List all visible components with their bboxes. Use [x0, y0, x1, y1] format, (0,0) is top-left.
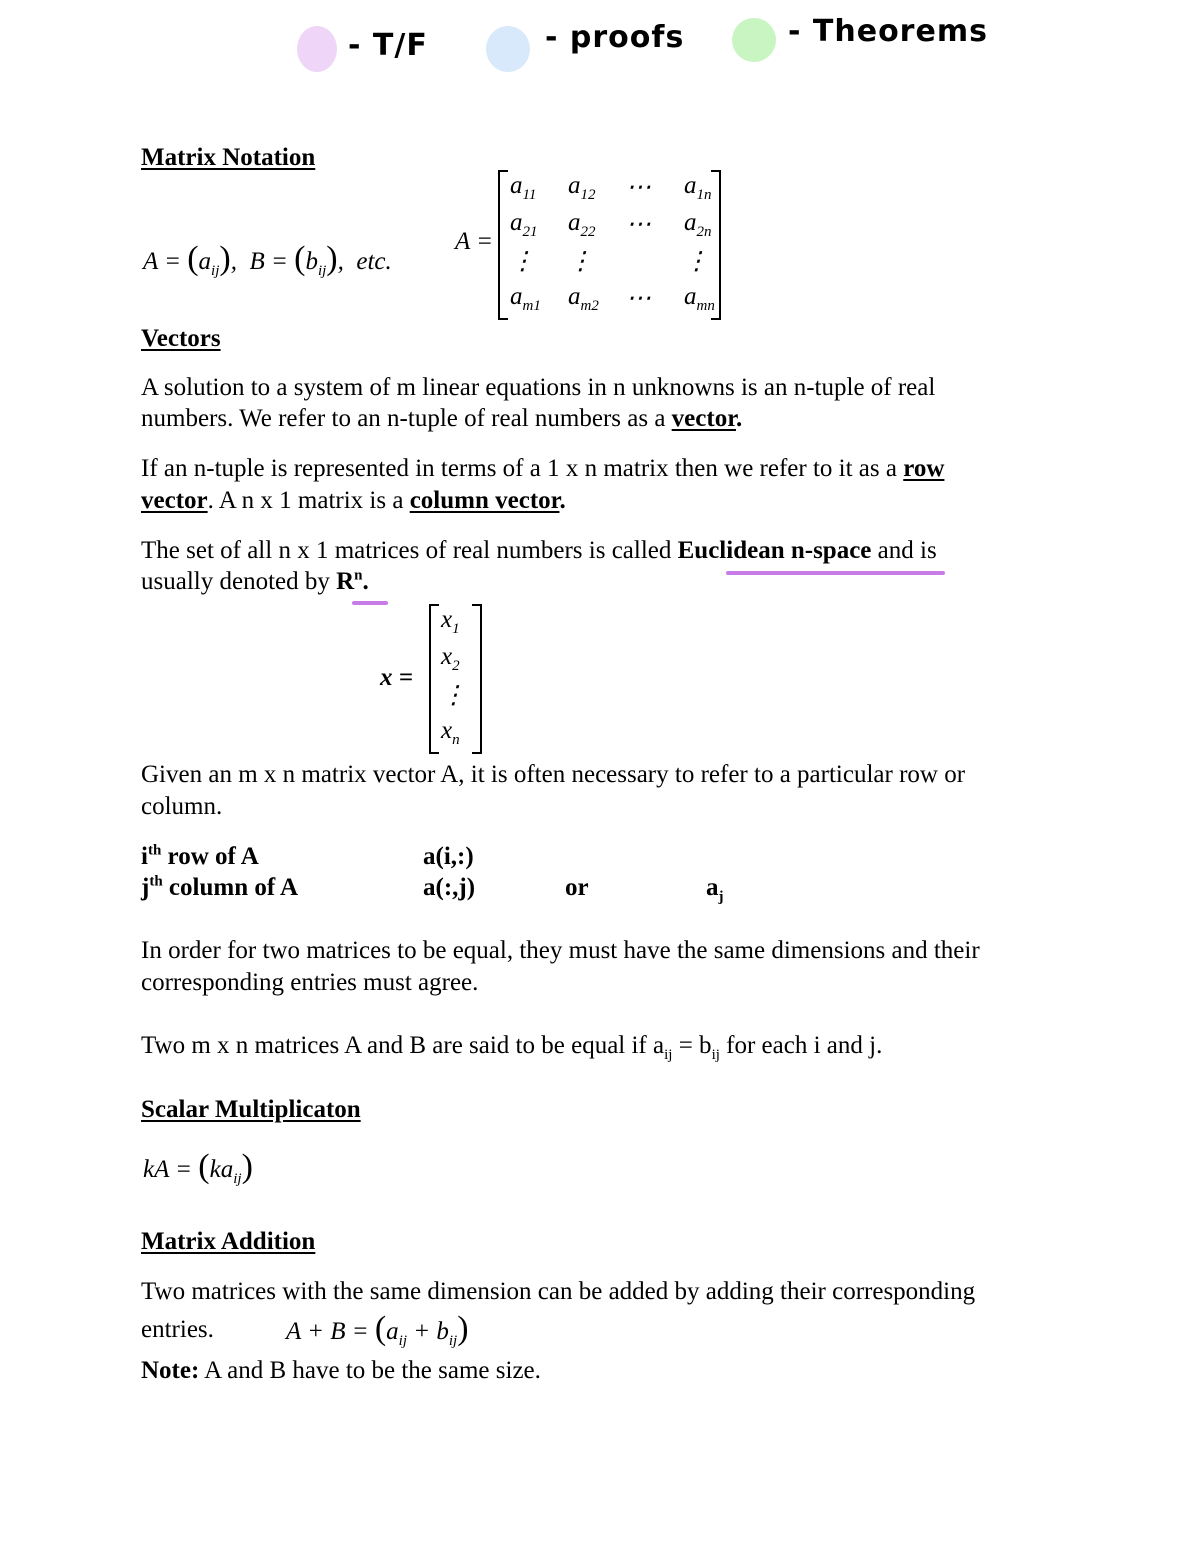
matrix-entry: ⋮ — [684, 248, 709, 275]
aj-notation: $a_j$ — [706, 874, 724, 905]
row-notation: a(i,:) — [423, 843, 474, 870]
tf-legend-label: - T/F — [348, 28, 428, 63]
proofs-color-dot — [486, 26, 530, 72]
matrix-entry: $a_{m2}$ — [568, 283, 599, 314]
matrix-entry: $a_{mn}$ — [684, 283, 715, 314]
euclidean-term: Euclidean n-space — [677, 537, 872, 564]
addition-formula: $A + B = (a_{ij} + b_{ij})$ — [286, 1310, 469, 1349]
matrix-entry: ⋮ — [510, 248, 535, 275]
vectors-para-1-line-1: A solution to a system of m linear equations in n unknowns is an n-tuple of real — [141, 374, 936, 401]
scalar-formula: kA = $(ka_{ij})$ — [143, 1148, 253, 1187]
vectors-para-1-line-2: numbers. We refer to an n-tuple of real numbers as a vector. — [141, 405, 743, 432]
x-right-bracket — [472, 604, 482, 754]
matrix-entry: $a_{1n}$ — [684, 172, 712, 203]
vectors-para-4-line-1: Given an m x n matrix vector A, it is often necessary to refer to a particular row or — [141, 761, 966, 788]
scalar-heading: Scalar Multiplicaton — [141, 1096, 361, 1123]
addition-para-line-2: entries. — [141, 1316, 214, 1343]
addition-heading: Matrix Addition — [141, 1228, 316, 1255]
matrix-entry: $a_{m1}$ — [510, 283, 541, 314]
matrix-entry: $a_{11}$ — [510, 172, 537, 203]
vectors-heading: Vectors — [141, 325, 221, 352]
column-of-a-label: $j^{th}$ column of A — [141, 873, 299, 901]
vectors-para-3-line-1: The set of all n x 1 matrices of real numbers is called Euclidean n-space and is — [141, 537, 937, 564]
vectors-para-3-line-2: usually denoted by $R^n$. — [141, 567, 369, 595]
addition-note: Note: A and B have to be the same size. — [141, 1357, 541, 1384]
x-vector-entry: $x_2$ — [441, 643, 460, 674]
matrix-entry: ⋮ — [568, 248, 593, 275]
vectors-para-4-line-2: column. — [141, 793, 223, 820]
tf-color-dot — [297, 26, 337, 72]
rn-highlight-underline — [352, 601, 388, 605]
rn-term: $R^n$ — [336, 567, 363, 595]
row-of-a-label: $i^{th}$ row of A — [141, 842, 259, 870]
vectors-para-2-line-1: If an n-tuple is represented in terms of a 1 x n matrix then we refer to it as a row — [141, 455, 945, 482]
matrix-entry: $a_{21}$ — [510, 209, 538, 240]
matrix-entry: ⋯ — [626, 285, 651, 312]
equality-para-1-line-2: corresponding entries must agree. — [141, 969, 479, 996]
theorems-color-dot — [732, 18, 776, 62]
matrix-entry: ⋯ — [626, 211, 651, 238]
x-vector-entry: $x_1$ — [441, 606, 460, 637]
row-vector-term: row — [903, 455, 945, 482]
column-vector-term: column vector — [409, 487, 560, 514]
matrix-entry: $a_{2n}$ — [684, 209, 712, 240]
euclidean-highlight-underline — [726, 571, 945, 575]
x-vector-entry: ⋮ — [441, 682, 466, 709]
or-text: or — [565, 874, 589, 901]
matrix-label: A = — [455, 228, 493, 255]
column-notation: a(:,j) — [423, 874, 476, 901]
equality-para-1-line-1: In order for two matrices to be equal, they must have the same dimensions and their — [141, 937, 980, 964]
matrix-left-bracket — [498, 170, 508, 320]
addition-para-line-1: Two matrices with the same dimension can be added by adding their corresponding — [141, 1278, 976, 1305]
inline-notation: $A = (a_{ij})$, $B = (b_{ij})$, etc. — [143, 240, 392, 279]
x-left-bracket — [429, 604, 439, 754]
vectors-para-2-line-2: vector. A n x 1 matrix is a column vector. — [141, 487, 566, 514]
equality-para-2: Two m x n matrices A and B are said to be equal if $a_{ij} = b_{ij}$ for each i and j. — [141, 1032, 883, 1063]
proofs-legend-label: - proofs — [545, 20, 685, 55]
x-vector-label: x = — [380, 664, 413, 691]
vector-term: vector — [671, 405, 736, 432]
theorems-legend-label: - Theorems — [788, 14, 988, 49]
matrix-entry: ⋯ — [626, 174, 651, 201]
matrix-notation-heading: Matrix Notation — [141, 144, 316, 171]
matrix-entry: $a_{22}$ — [568, 209, 596, 240]
x-vector-entry: $x_n$ — [441, 717, 460, 748]
matrix-entry: $a_{12}$ — [568, 172, 596, 203]
